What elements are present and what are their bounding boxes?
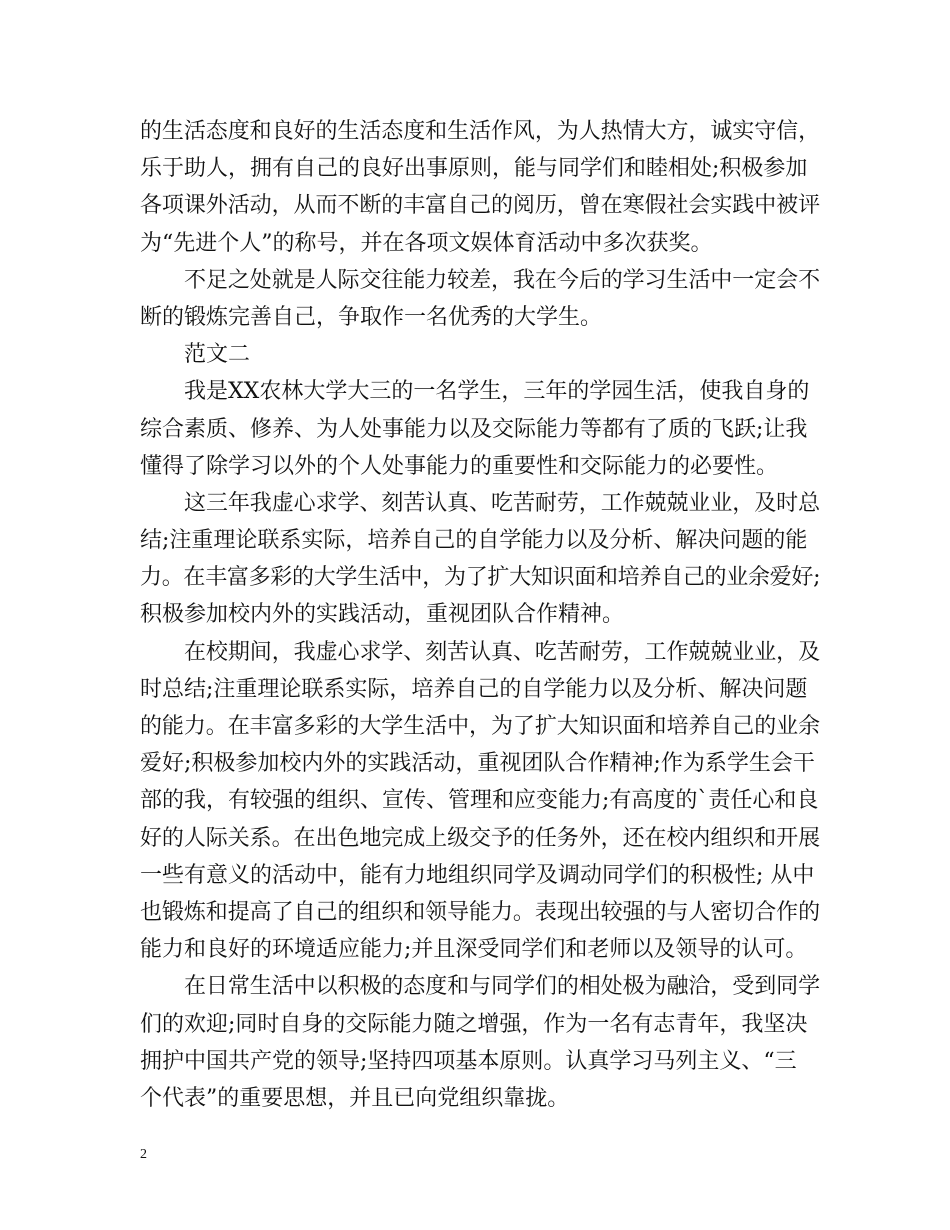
text-line: 断的锻炼完善自己，争取作一名优秀的大学生。 <box>140 304 603 330</box>
text-line: 为“先进个人”的称号，并在各项文娱体育活动中多次获奖。 <box>140 230 713 256</box>
page-number: 2 <box>140 1147 147 1162</box>
document-body <box>140 113 820 1117</box>
text-line: 我是XX农林大学大三的一名学生，三年的学园生活，使我自身的 <box>184 379 810 405</box>
text-line: 在校期间，我虚心求学、刻苦认真、吃苦耐劳，工作兢兢业业，及 <box>184 639 821 665</box>
text-line: 力。在丰富多彩的大学生活中，为了扩大知识面和培养自己的业余爱好; <box>140 565 821 591</box>
text-line: 爱好;积极参加校内外的实践活动，重视团队合作精神;作为系学生会干 <box>140 751 815 777</box>
text-line: 各项课外活动，从而不断的丰富自己的阅历，曾在寒假社会实践中被评 <box>140 193 821 219</box>
text-line: 的生活态度和良好的生活态度和生活作风，为人热情大方，诚实守信， <box>140 119 821 144</box>
text-line: 结;注重理论联系实际，培养自己的自学能力以及分析、解决问题的能 <box>140 528 808 554</box>
text-line: 一些有意义的活动中，能有力地组织同学及调动同学们的积极性; 从中 <box>140 862 815 888</box>
text-line: 在日常生活中以积极的态度和与同学们的相处极为融洽，受到同学 <box>184 974 821 1000</box>
text-line: 部的我，有较强的组织、宣传、管理和应变能力;有高度的`责任心和良 <box>140 788 819 814</box>
text-line: 乐于助人，拥有自己的良好出事原则，能与同学们和睦相处;积极参加 <box>140 156 808 182</box>
text-line: 综合素质、修养、为人处事能力以及交际能力等都有了质的飞跃;让我 <box>140 416 808 442</box>
text-line: 拥护中国共产党的领导;坚持四项基本原则。认真学习马列主义、“三 <box>140 1048 797 1074</box>
text-line: 时总结;注重理论联系实际，培养自己的自学能力以及分析、解决问题 <box>140 676 808 702</box>
text-line: 不足之处就是人际交往能力较差，我在今后的学习生活中一定会不 <box>184 267 821 293</box>
text-line: 的能力。在丰富多彩的大学生活中，为了扩大知识面和培养自己的业余 <box>140 714 821 739</box>
text-line: 懂得了除学习以外的个人处事能力的重要性和交际能力的必要性。 <box>140 453 779 479</box>
text-line: 能力和良好的环境适应能力;并且深受同学们和老师以及领导的认可。 <box>140 937 808 963</box>
text-line: 也锻炼和提高了自己的组织和领导能力。表现出较强的与人密切合作的 <box>140 899 821 925</box>
text-line: 个代表”的重要思想，并且已向党组织靠拢。 <box>140 1085 570 1111</box>
text-line: 积极参加校内外的实践活动，重视团队合作精神。 <box>140 602 625 628</box>
text-line: 这三年我虚心求学、刻苦认真、吃苦耐劳，工作兢兢业业，及时总 <box>184 490 821 516</box>
text-line: 好的人际关系。在出色地完成上级交予的任务外，还在校内组织和开展 <box>140 825 821 851</box>
text-line: 们的欢迎;同时自身的交际能力随之增强，作为一名有志青年，我坚决 <box>140 1011 808 1037</box>
text-line: 范文二 <box>184 342 251 368</box>
